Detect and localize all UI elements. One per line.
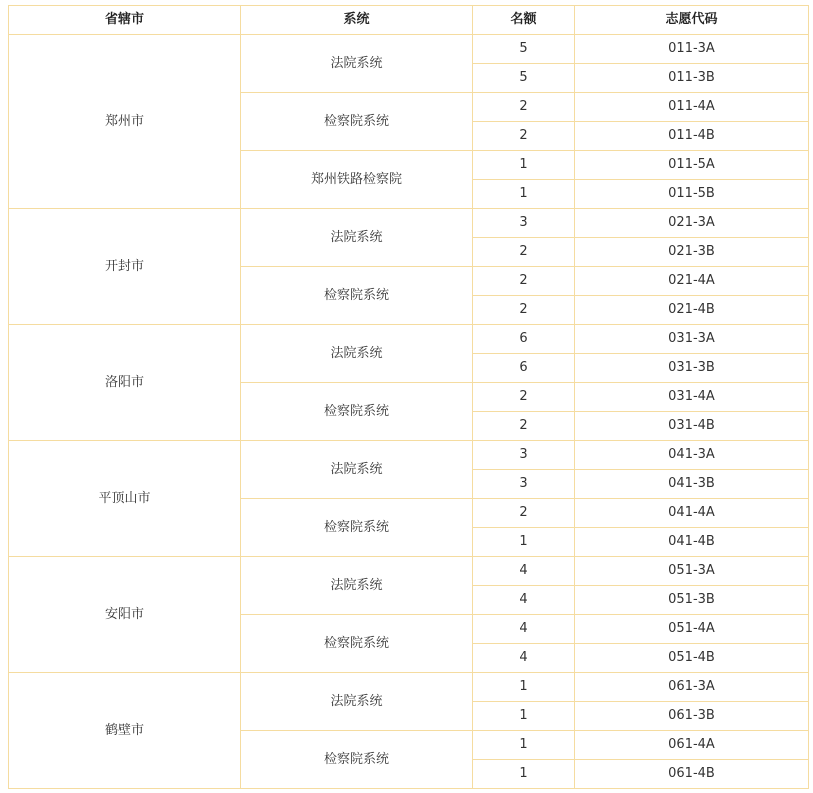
system-cell: 检察院系统 — [241, 499, 473, 557]
quota-cell: 2 — [473, 93, 575, 122]
header-quota: 名额 — [473, 6, 575, 35]
code-cell: 051-3A — [575, 557, 809, 586]
system-cell: 检察院系统 — [241, 615, 473, 673]
code-cell: 051-3B — [575, 586, 809, 615]
table-body — [9, 35, 809, 789]
code-cell: 031-3A — [575, 325, 809, 354]
table-row — [9, 441, 809, 470]
quota-cell: 2 — [473, 267, 575, 296]
quota-cell: 2 — [473, 383, 575, 412]
table-row — [9, 673, 809, 702]
header-code: 志愿代码 — [575, 6, 809, 35]
quota-cell: 2 — [473, 122, 575, 151]
system-cell: 法院系统 — [241, 673, 473, 731]
city-cell: 开封市 — [9, 209, 241, 325]
code-cell: 011-5B — [575, 180, 809, 209]
quota-cell: 1 — [473, 702, 575, 731]
quota-cell: 5 — [473, 64, 575, 93]
code-cell: 041-3A — [575, 441, 809, 470]
quota-cell: 5 — [473, 35, 575, 64]
quota-cell: 4 — [473, 586, 575, 615]
quota-table — [8, 5, 809, 789]
quota-cell: 2 — [473, 296, 575, 325]
code-cell: 061-4B — [575, 760, 809, 789]
code-cell: 061-4A — [575, 731, 809, 760]
system-cell: 检察院系统 — [241, 383, 473, 441]
system-cell: 法院系统 — [241, 441, 473, 499]
system-cell: 法院系统 — [241, 209, 473, 267]
quota-cell: 3 — [473, 470, 575, 499]
quota-cell: 6 — [473, 354, 575, 383]
city-cell: 郑州市 — [9, 35, 241, 209]
quota-cell: 4 — [473, 557, 575, 586]
quota-cell: 3 — [473, 441, 575, 470]
code-cell: 031-4B — [575, 412, 809, 441]
code-cell: 031-4A — [575, 383, 809, 412]
code-cell: 051-4A — [575, 615, 809, 644]
code-cell: 021-3A — [575, 209, 809, 238]
code-cell: 051-4B — [575, 644, 809, 673]
quota-cell: 2 — [473, 412, 575, 441]
code-cell: 011-4A — [575, 93, 809, 122]
table-row — [9, 35, 809, 64]
quota-cell: 1 — [473, 673, 575, 702]
system-cell: 检察院系统 — [241, 731, 473, 789]
system-cell: 郑州铁路检察院 — [241, 151, 473, 209]
code-cell: 011-3B — [575, 64, 809, 93]
quota-cell: 1 — [473, 180, 575, 209]
header-system: 系统 — [241, 6, 473, 35]
quota-cell: 4 — [473, 644, 575, 673]
header-row — [9, 6, 809, 35]
system-cell: 法院系统 — [241, 325, 473, 383]
code-cell: 041-4B — [575, 528, 809, 557]
quota-cell: 1 — [473, 731, 575, 760]
code-cell: 011-4B — [575, 122, 809, 151]
city-cell: 洛阳市 — [9, 325, 241, 441]
code-cell: 041-4A — [575, 499, 809, 528]
system-cell: 检察院系统 — [241, 267, 473, 325]
quota-cell: 2 — [473, 499, 575, 528]
code-cell: 021-3B — [575, 238, 809, 267]
city-cell: 平顶山市 — [9, 441, 241, 557]
code-cell: 011-3A — [575, 35, 809, 64]
code-cell: 061-3A — [575, 673, 809, 702]
code-cell: 061-3B — [575, 702, 809, 731]
header-city: 省辖市 — [9, 6, 241, 35]
code-cell: 011-5A — [575, 151, 809, 180]
table-row — [9, 557, 809, 586]
quota-cell: 3 — [473, 209, 575, 238]
quota-cell: 1 — [473, 528, 575, 557]
quota-cell: 1 — [473, 760, 575, 789]
quota-cell: 2 — [473, 238, 575, 267]
code-cell: 041-3B — [575, 470, 809, 499]
quota-cell: 4 — [473, 615, 575, 644]
table-row — [9, 325, 809, 354]
quota-cell: 1 — [473, 151, 575, 180]
city-cell: 鹤壁市 — [9, 673, 241, 789]
system-cell: 法院系统 — [241, 35, 473, 93]
code-cell: 021-4A — [575, 267, 809, 296]
code-cell: 021-4B — [575, 296, 809, 325]
system-cell: 检察院系统 — [241, 93, 473, 151]
table-row — [9, 209, 809, 238]
quota-cell: 6 — [473, 325, 575, 354]
code-cell: 031-3B — [575, 354, 809, 383]
city-cell: 安阳市 — [9, 557, 241, 673]
system-cell: 法院系统 — [241, 557, 473, 615]
